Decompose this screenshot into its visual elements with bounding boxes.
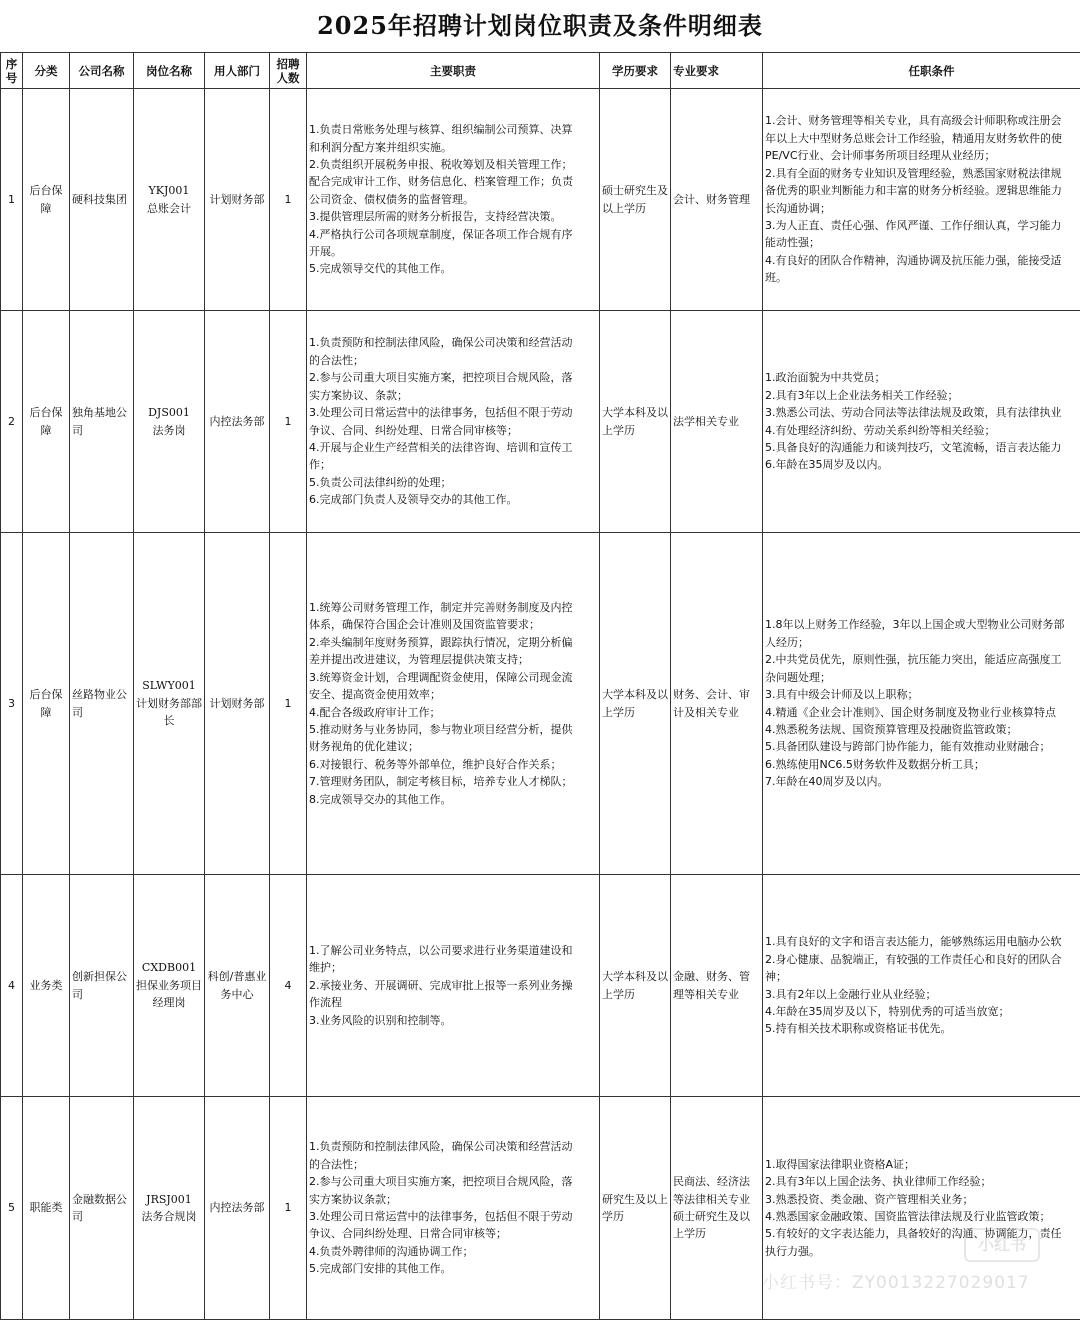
header-category: 分类 [23,53,70,89]
condition-line: 1.会计、财务管理等相关专业，具有高级会计师职称或注册会 [765,114,1062,128]
header-position: 岗位名称 [134,53,205,89]
condition-line: 执行力强。 [765,1244,820,1258]
cell-duties [307,89,600,311]
condition-line: 3.熟悉公司法、劳动合同法等法律法规及政策，具有法律执业 [765,406,1062,420]
duty-line: 3.统筹资金计划，合理调配资金使用，保障公司现金流 [309,670,573,684]
table-row [1,875,1080,1097]
condition-line: 3.为人正直、责任心强、作风严谨、工作仔细认真，学习能力 [765,218,1062,232]
condition-line: 1.具有良好的文字和语言表达能力，能够熟练运用电脑办公软 [765,935,1062,949]
cell-dept: 计划财务部 [205,89,270,311]
duty-line: 5.推动财务与业务协同，参与物业项目经营分析，提供 [309,722,573,736]
cell-major: 财务、会计、审计及相关专业 [671,533,763,875]
position-name: 法务岗 [152,423,186,437]
cell-count: 1 [270,311,307,533]
cell-category: 后台保障 [23,311,70,533]
duty-line: 体系，确保符合国企会计准则及国资监管要求； [309,618,540,632]
cell-conditions [763,89,1080,311]
duty-line: 5.负责公司法律纠纷的处理； [309,475,452,489]
duty-line: 1.负责日常账务处理与核算、组织编制公司预算、决算 [309,123,573,137]
cell-position [134,1097,205,1320]
duty-line: 2.负责组织开展税务申报、税收筹划及相关管理工作； [309,157,573,171]
condition-line: 神； [765,970,787,984]
cell-count: 1 [270,533,307,875]
page-title: 2025年招聘计划岗位职责及条件明细表 [317,11,763,40]
recruitment-table [0,52,1080,1320]
cell-position [134,875,205,1097]
cell-education: 大学本科及以上学历 [600,311,671,533]
cell-dept: 计划财务部 [205,533,270,875]
condition-line: 2.身心健康、品貌端正，有较强的工作责任心和良好的团队合 [765,952,1062,966]
duty-line: 1.统筹公司财务管理工作，制定并完善财务制度及内控 [309,601,573,615]
header-count: 招聘人数 [270,53,307,89]
duty-line: 维护； [309,961,342,975]
cell-duties [307,1097,600,1320]
cell-position [134,311,205,533]
cell-dept: 内控法务部 [205,1097,270,1320]
condition-line: 4.有良好的团队合作精神，沟通协调及抗压能力强，能接受适 [765,253,1062,267]
duty-line: 5.完成部门安排的其他工作。 [309,1262,452,1276]
duty-line: 2.参与公司重大项目实施方案，把控项目合规风险，落 [309,1175,573,1189]
duty-line: 配合完成审计工作、财务信息化、档案管理工作；负责 [309,175,573,189]
duty-line: 4.开展与企业生产经营相关的法律咨询、培训和宣传工 [309,440,573,454]
condition-line: 4.精通《企业会计准则》、国企财务制度及物业行业核算特点 [765,705,1056,719]
cell-seq: 4 [1,875,23,1097]
cell-company: 独角基地公司 [70,311,134,533]
condition-line: 4.熟悉国家金融政策、国资监管法律法规及行业监管政策； [765,1210,1051,1223]
position-name: 担保业务项目经理岗 [136,978,202,1010]
position-name: 总账会计 [147,201,191,215]
duty-line: 2.承接业务、开展调研、完成审批上报等一系列业务操 [309,978,573,992]
duty-line: 1.负责预防和控制法律风险，确保公司决策和经营活动 [309,1140,573,1154]
position-name: 法务合规岗 [141,1210,197,1223]
cell-conditions [763,311,1080,533]
header-duties: 主要职责 [307,53,600,89]
condition-line: 5.持有相关技术职称或资格证书优先。 [765,1022,952,1036]
cell-count: 4 [270,875,307,1097]
table-row [1,311,1080,533]
duty-line: 实方案协议条款； [309,1192,397,1206]
duty-line: 争议、合同、纠纷处理、日常合同审核等； [309,423,518,437]
cell-count: 1 [270,1097,307,1320]
cell-dept: 科创/普惠业务中心 [205,875,270,1097]
duty-line: 3.处理公司日常运营中的法律事务，包括但不限于劳动 [309,406,573,420]
duty-line: 和利润分配方案并组织实施。 [309,140,452,154]
cell-seq: 2 [1,311,23,533]
condition-line: 备优秀的职业判断能力和丰富的财务分析经验。逻辑思维能力 [765,184,1062,198]
condition-line: 6.熟练使用NC6.5财务软件及数据分析工具； [765,757,985,771]
duty-line: 开展。 [309,245,342,259]
duty-line: 3.提供管理层所需的财务分析报告，支持经营决策。 [309,210,562,224]
position-code: CXDB001 [141,961,197,975]
condition-line: 3.具有中级会计师及以上职称； [765,688,919,702]
condition-line: 3.熟悉投资、类金融、资产管理相关业务； [765,1192,974,1206]
header-conditions: 任职条件 [763,53,1080,89]
cell-seq: 3 [1,533,23,875]
cell-major: 会计、财务管理 [671,89,763,311]
cell-seq: 5 [1,1097,23,1320]
duty-line: 6.完成部门负责人及领导交办的其他工作。 [309,493,518,507]
duty-line: 争议、合同纠纷处理、日常合同审核等； [309,1227,507,1241]
duty-line: 2.参与公司重大项目实施方案，把控项目合规风险，落 [309,371,573,385]
cell-duties [307,875,600,1097]
duty-line: 4.严格执行公司各项规章制度，保证各项工作合规有序 [309,227,573,241]
duty-line: 财务视角的优化建议； [309,740,419,754]
duty-line: 的合法性； [309,1157,364,1171]
position-code: DJS001 [148,406,190,420]
duty-line: 2.牵头编制年度财务预算，跟踪执行情况，定期分析偏 [309,635,573,649]
position-code: YKJ001 [148,184,190,198]
condition-line: PE/VC行业、会计师事务所项目经理从业经历； [765,149,996,163]
cell-category: 业务类 [23,875,70,1097]
duty-line: 1.负责预防和控制法律风险，确保公司决策和经营活动 [309,336,573,350]
condition-line: 2.具有全面的财务专业知识及管理经验，熟悉国家财税法律规 [765,166,1062,180]
cell-position [134,533,205,875]
position-code: JRSJ001 [146,1192,192,1206]
header-dept: 用人部门 [205,53,270,89]
duty-line: 7.管理财务团队，制定考核目标，培养专业人才梯队； [309,775,573,789]
cell-education: 硕士研究生及以上学历 [600,89,671,311]
condition-line: 长沟通协调； [765,201,831,215]
condition-line: 年以上大中型财务总账会计工作经验，精通用友财务软件的使 [765,131,1062,145]
header-company: 公司名称 [70,53,134,89]
cell-education: 大学本科及以上学历 [600,533,671,875]
cell-category: 后台保障 [23,89,70,311]
position-code: SLWY001 [142,679,196,693]
cell-duties [307,533,600,875]
cell-conditions [763,533,1080,875]
cell-position [134,89,205,311]
condition-line: 6.年龄在35周岁及以内。 [765,458,889,472]
table-row [1,89,1080,311]
duty-line: 1.了解公司业务特点，以公司要求进行业务渠道建设和 [309,943,573,957]
cell-company: 创新担保公司 [70,875,134,1097]
condition-line: 2.具有3年以上国企法务、执业律师工作经验； [765,1175,992,1189]
watermark-text: 小红书号：ZY0013227029017 [762,1273,1030,1293]
condition-line: 5.有较好的文字表达能力，具备较好的沟通、协调能力，责任 [765,1227,1062,1241]
condition-line: 杂问题处理； [765,670,831,684]
condition-line: 7.年龄在40周岁及以内。 [765,775,889,789]
duty-line: 安全、提高资金使用效率； [309,688,441,702]
cell-company: 金融数据公司 [70,1097,134,1320]
table-header-row [1,53,1080,89]
cell-education: 大学本科及以上学历 [600,875,671,1097]
condition-line: 1.政治面貌为中共党员； [765,371,886,385]
condition-line: 3.具有2年以上金融行业从业经验； [765,987,937,1001]
duty-line: 实方案协议、条款； [309,388,408,402]
header-education: 学历要求 [600,53,671,89]
duty-line: 6.对接银行、税务等外部单位，维护良好合作关系； [309,757,562,771]
cell-dept: 内控法务部 [205,311,270,533]
header-major: 专业要求 [671,53,763,89]
table-row [1,533,1080,875]
condition-line: 班。 [765,271,787,285]
condition-line: 4.有处理经济纠纷、劳动关系纠纷等相关经验； [765,423,996,437]
cell-major: 金融、财务、管理等相关专业 [671,875,763,1097]
cell-major: 民商法、经济法等法律相关专业硕士研究生及以上学历 [671,1097,763,1320]
condition-line: 能动性强； [765,236,820,250]
duty-line: 的合法性； [309,353,364,367]
condition-line: 1.8年以上财务工作经验，3年以上国企或大型物业公司财务部 [765,618,1065,632]
duty-line: 4.负责外聘律师的沟通协调工作； [309,1244,474,1258]
condition-line: 4.年龄在35周岁及以下，特别优秀的可适当放宽； [765,1004,1010,1018]
cell-count: 1 [270,89,307,311]
duty-line: 4.配合各级政府审计工作； [309,705,441,719]
cell-education: 研究生及以上学历 [600,1097,671,1320]
cell-company: 丝路物业公司 [70,533,134,875]
duty-line: 作流程 [309,996,342,1010]
duty-line: 5.完成领导交代的其他工作。 [309,262,452,276]
position-name: 计划财务部部长 [136,696,202,728]
condition-line: 1.取得国家法律职业资格A证； [765,1157,916,1171]
condition-line: 4.熟悉税务法规、国资预算管理及投融资监管政策； [765,722,1018,736]
duty-line: 差并提出改进建议，为管理层提供决策支持； [309,653,529,667]
duty-line: 3.业务风险的识别和控制等。 [309,1013,452,1027]
condition-line: 2.中共党员优先，原则性强，抗压能力突出，能适应高强度工 [765,653,1062,667]
condition-line: 5.具备团队建设与跨部门协作能力，能有效推动业财融合； [765,740,1051,754]
watermark-badge: 小红书 [964,1228,1040,1262]
condition-line: 人经历； [765,635,809,649]
condition-line: 5.具备良好的沟通能力和谈判技巧，文笔流畅，语言表达能力 [765,440,1062,454]
header-seq: 序号 [1,53,23,89]
duty-line: 公司资金、债权债务的监督管理。 [309,192,474,206]
cell-conditions [763,875,1080,1097]
cell-category: 职能类 [23,1097,70,1320]
duty-line: 作； [309,458,331,472]
duty-line: 8.完成领导交办的其他工作。 [309,792,452,806]
duty-line: 3.处理公司日常运营中的法律事务，包括但不限于劳动 [309,1210,573,1223]
condition-line: 2.具有3年以上企业法务相关工作经验； [765,388,959,402]
cell-duties [307,311,600,533]
cell-company: 硬科技集团 [70,89,134,311]
cell-seq: 1 [1,89,23,311]
cell-category: 后台保障 [23,533,70,875]
cell-major: 法学相关专业 [671,311,763,533]
